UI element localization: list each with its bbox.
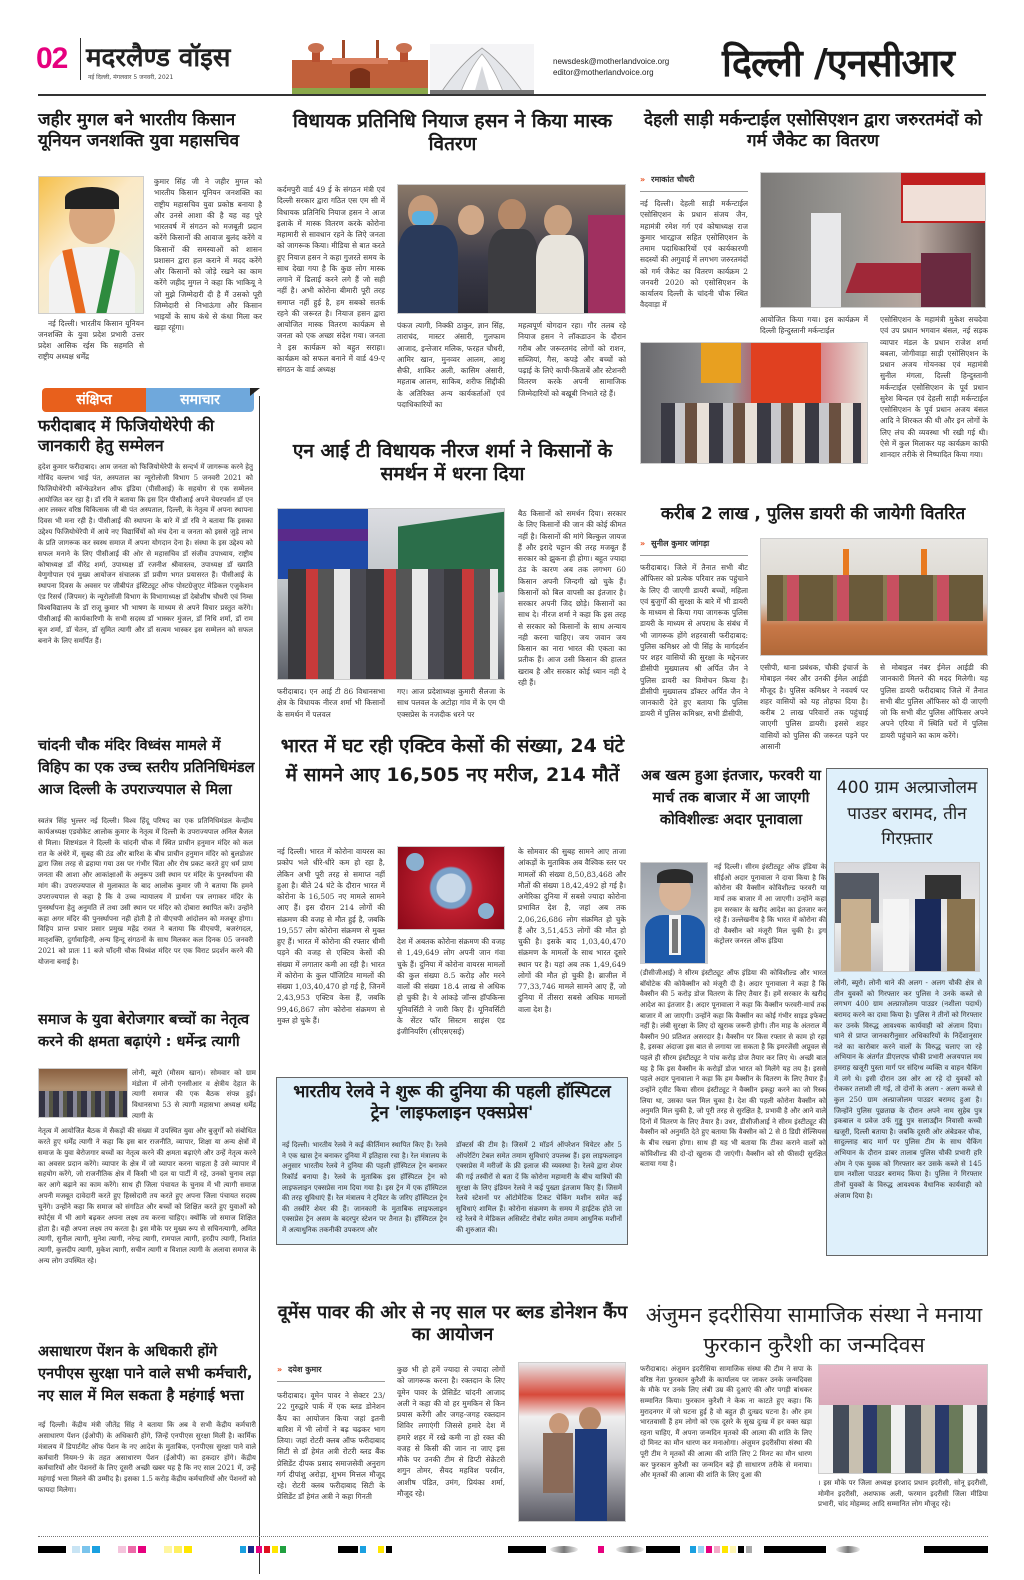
headline-blood: वूमेंस पावर की ओर से नए साल पर ब्लड डोनेशन कैंप का आयोजन	[277, 1302, 628, 1345]
byline-arrow-icon: »	[640, 175, 646, 184]
masthead	[0, 0, 1024, 100]
body-physio: हृदेश कुमार फरीदाबाद। आम जनता को फिजियोथेरेपी के सन्दर्भ में जागरूक करने हेतु गोविंद वल्लभ भाई पंत, अस्पताल का न्यूरोलोजी विभाग 5 जनवरी 2021 को फिजियोथेरेपी कॉन्फेडरेशन ऑफ इंडिया (पीसीआई) के सहयोग से एक सम्मेलन आयोजित कर रहा है। डॉ रवि ने बताया कि इस दिन पीसीआई अपने चेयरपर्सन डॉ एन आर लस्कर वरिष्ठ चिकित्सक जी बी पंत अस्पताल, दिल्ली, के नेतृत्व में अपना स्थापना दिवस भी मना रही है। पीसीआई की स्थापना के बारे में डॉ रवि ने बताया कि इसका उद्देश्य फिजियोथेरेपी में आये नए विद्यार्थियों को मंच देना व जनता को इससे जुड़े लाभ के प्रति जागरूक कर स्वस्थ समाज में अपना योगदान देना है। संस्था के इस उद्देश्य को सफल मनाने के लिए पीसीआई की ओर से महासचिव डॉ संजीव उपाध्याय, राष्ट्रीय कोषाध्यक्ष डॉ वीरेंद्र शर्मा, उपाध्यक्ष डॉ रजनीश श्रीवास्तव, उपाध्यक्ष डॉ ख्याति वेणुगोपाल एवं मुख्य आयोजन संचालक डॉ प्रवीण भगत प्रयासरत हैं। पीसीआई के स्थापना दिवस के अवसर पर जीबीपंत इंस्टिट्यूट ऑफ पोस्टग्रेजुएट मेडिकल एजुकेशन एंड रिसर्च (जिपमर) के न्यूरोलॉजी विभाग के विभागाध्यक्ष डॉ देबोशीष चौधरी एवं निम्स विश्वविद्यालय के डॉ राजू कुमार भी भाषण के माध्यम से अपने विचार प्रस्तुत करेंगे। पीसीआई की कार्यकारिणी के सभी सदस्य डॉ भास्कर मुंजल, डॉ निधि शर्मा, डॉ राम बृज शर्मा, डॉ चेतन, डॉ सुमित त्यागी और डॉ सत्यम भास्कर इस सम्मेलन को सफल बनाने के लिए समर्पित हैं।	[38, 463, 253, 645]
photo-saree-queue	[640, 342, 868, 464]
email-editor[interactable]: editor@motherlandvoice.org	[553, 68, 654, 77]
headline-niyaz: विधायक प्रतिनिधि नियाज हसन ने किया मास्क वितरण	[292, 110, 613, 156]
headline-pension: असाधारण पेंशन के अधिकारी होंगे एनपीएस सुरक्षा पाने वाले सभी कर्मचारी, नए साल में मिल सकता है महंगाई भत्ता	[38, 1344, 253, 1404]
body-blood-col2: कुछ भी हो हमें ज्यादा से ज्यादा लोगों को जागरूक करना है। रक्तदान के लिए वूमेन पावर के प्रेसिडेंट चांदनी आजाद अली ने कहा की वो हर मुमकिन से किन प्रयास करेंगी और जगह-जगह रक्तदान शिविर लगाएंगी जिससे हमारे देश में हमारे शहर में रखे कमी ना हो रक्त की वजह से किसी की जान ना जाए इस मौके पर उनकी टीम से डिप्टी सेक्रेटरी शगुन तोमर, सैयद महविश परवीन, आशीष पंडित, उमंग, प्रियंका शर्मा, मौजूद रहे।	[397, 1365, 505, 1498]
body-covishield-side: नई दिल्ली। सीरम इंस्टीट्यूट ऑफ इंडिया के सीईओ अदार पूनावाला ने दावा किया है कि कोरोना की वैक्सीन कोविशील्ड फरवरी या मार्च तक बाजार में आ जाएगी। उन्होंने कहा हम सरकार के खरीद आदेश का इंतजार कर रहे हैं। उल्लेखनीय है कि भारत में कोरोना की दो वैक्सीन को मंजूरी मिल चुकी है। ड्रग कंट्रोलर जनरल ऑफ इंडिया	[714, 863, 826, 946]
headline-saree: देहली साड़ी मर्कन्टाईल एसोसिएशन द्वारा जरुरतमंदों को गर्म जैकेट का वितरण	[644, 110, 982, 151]
photo-alprazolam-arrest	[834, 862, 980, 972]
body-saree-col1: नई दिल्ली। देहली साड़ी मर्कन्टाईल एसोसिएशन के प्रधान संजय जैन, महामंत्री रमेश गर्ग एवं कोषाध्यक्ष राज कुमार भारद्वाज सहित एसोसिएशन के तमाम पदाधिकारियों एवं कार्यकारणी सदस्यों की अगुवाई में लगभग जरुरतमंदों को गर्म जैकेट का वितरण कार्यक्रम 2 जनवरी 2020 को एसोसिएशन के कार्यालय दिल्ली के चांदनी चौक स्थित वैदवाड़ा में	[640, 199, 748, 310]
lotus-temple-image	[430, 44, 534, 95]
brief-banner-arrow-icon	[250, 388, 260, 396]
masthead-divider	[80, 38, 81, 80]
body-covid-col3: के सोमवार की सुबह सामने आए ताजा आंकड़ों के मुताबिक अब वैश्विक स्तर पर मामलों की संख्या 8,50,83,468 और मौतों की संख्या 18,42,492 हो गई है। अमेरिका दुनिया में सबसे ज्यादा कोरोना प्रभावित देश है, जहां अब तक 2,06,26,686 लोग संक्रमित हो चुके हैं और 3,51,453 लोगों की मौत हो चुकी है। इसके बाद 1,03,40,470 संक्रमण के मामलों के साथ भारत दूसरे स्थान पर है। यहां अब तक 1,49,649 लोगों की मौत हो चुकी है। ब्राजील में 77,33,746 मामले सामने आए हैं, जो दुनिया में तीसरा सबसे अधिक मामलों वाला देश है।	[518, 847, 626, 1014]
photo-blood-donation	[518, 1362, 626, 1522]
brief-column-rule	[259, 396, 260, 1574]
brief-news-banner	[42, 388, 254, 412]
page-number: 02	[36, 42, 68, 75]
body-niyaz-col2: पंकज त्यागी, निक्की ठाकुर, ज्ञान सिंह, ताराचंद, मास्टर अंसारी, गुलफाम आजाद, इन्तेजार मलिक, फरहत चौधरी, आमिर खान, मुनव्वर आलम, आशू सैफी, शाकिर अली, कासिम अंसारी, महताब आलम, साकिब, शरीफ सिद्दीकी के अतिरिक्त अन्य कार्यकर्ताओं एवं पदाधिकारियों का	[397, 321, 505, 409]
body-railway-col1: नई दिल्ली। भारतीय रेलवे ने कई कीर्तिमान स्थापित किए हैं। रेलवे ने एक खास ट्रेन बनाकर दुनिया में इतिहास रचा है। रेल मंत्रालय के अनुसार भारतीय रेलवे ने दुनिया की पहली हॉस्पिटल ट्रेन बनाकर रिकॉर्ड बनाया है। रेलवे के मुताबिक इस हॉस्पिटल ट्रेन को लाइफलाइन एक्सप्रेस नाम दिया गया है। इस ट्रेन में एक हॉस्पिटल की तरह सुविधाएं हैं। रेल मंत्रालय ने ट्विटर के जरिए हॉस्पिटल ट्रेन की तस्वीरें शेयर की हैं। जानकारी के मुताबिक लाइफलाइन एक्सप्रेस ट्रेन असम के बदरपुर स्टेशन पर तैनात है। हॉस्पिटल ट्रेन में अत्याधुनिक तकनीकी उपकरण और	[282, 1141, 447, 1234]
byline-diary: » सुनील कुमार जांगड़ा	[640, 538, 748, 556]
photo-tyagi-meeting	[38, 1068, 128, 1118]
body-blood-col1: फरीदाबाद। वूमेन पावर ने सेक्टर 23/ 22 गुरुद्वारे पार्क में एक ब्लड डोनेशन कैंप का आयोजन किया जहां इतनी बारिश में भी लोगों ने बढ़ चढ़कर भाग लिया। जहां रोटरी क्लब ऑफ फरीदाबाद सिटी से डॉ हेमंत अत्री रोटरी ब्लड बैंक प्रेसिडेंट दीपक प्रसाद समाजसेवी अनुराग गर्ग दीपांशु अरोड़ा, शुभम मित्तल मौजूद रहे। रोटरी क्लब फरीदाबाद सिटी के प्रेसिडेंट डॉ हेमंत अत्री ने कहा गिनती	[277, 1391, 385, 1502]
photo-saree-jacket-distribution	[760, 172, 986, 308]
caption-anjuman: । इस मौके पर जिला अध्यक्ष इरशाद प्रधान इदरीसी, सोनू इदरीसी, मोमीन इदरीसी, अशफाक अली, फरमान इदरीसी जिला मीडिया प्रभारी, चांद मोहम्मद आदि सम्मानित लोग मौजूद रहे।	[818, 1479, 988, 1508]
body-tyagi: नेतृत्व में आयोजित बैठक में सैकड़ों की संख्या में उपस्थित युवा और बुजुर्गों को संबोधित करते हुए धर्मेंद्र त्यागी ने कहा कि इस बार राजनीति, व्यापार, शिक्षा या अन्य क्षेत्रों में समाज के युवा बेरोजगार बच्चों का नेतृत्व करने की क्षमता बढ़ाएंगे और उन्हें नेतृत्व करने का अवसर प्रदान करेंगे। व्यापार के क्षेत्र में जो व्यापार करना चाहता है उसे व्यापार में सहयोग करेंगे, जो राजनीतिक क्षेत्र में किसी भी दल या पार्टी में रहे, उनको चुनाव लड़ा कर आगे बढ़ाने का काम करेंगे। साथ ही जिला पंचायत के चुनाव में भी त्यागी समाज अपनी मजबूत दावेदारी करते हुए हिस्सेदारी तय करते हुए अपना जिला पंचायत सदस्य चुनेंगे। उन्होंने कहा कि समाज को संगठित और बच्चों को शिक्षित करते हुए युवाओं को स्पोर्ट्स में भी आगे बढ़कर अपना लक्ष्य तय करना चाहिए। क्योंकि जो समाज शिक्षित होता है। वही अपना लक्ष्य तय करता है। इस मौके पर मुख्य रूप से सचिनत्यागी, अमित त्यागी, सुनील त्यागी, मुनेश त्यागी, नरेन्द्र त्यागी, रामपाल त्यागी, हरदीप त्यागी, निशांत त्यागी, कुलदीप त्यागी, मुकेश त्यागी, सचीन त्यागी व विशाल त्यागी के अलावा समाज के अन्य लोग उपस्थित रहे।	[38, 1127, 256, 1266]
body-pension: नई दिल्ली। केंद्रीय मंत्री जीतेंद्र सिंह ने बताया कि अब वे सभी केंद्रीय कर्मचारी असाधारण पेंशन (ईओपी) के अधिकारी होंगे, जिन्हें एनपीएस सुरक्षा मिली है। कार्मिक मंत्रालय में डिपार्टमेंट ऑफ पेंशन के नए आदेश के मुताबिक, एनपीएस सुरक्षा पाने वाले कर्मचारी नियम-9 के तहत असाधारण पेंशन (ईओपी) का हकदार होंगे। केंद्रीय कर्मचारियों और पेंशनरों के लिए दूसरी अच्छी खबर यह है कि नए साल 2021 में, उन्हें महंगाई भत्ता मिलने की उम्मीद है। इसका 1.5 करोड़ केंद्रीय कर्मचारियों और पेंशनरों को फायदा मिलेगा।	[38, 1421, 256, 1495]
body-alprazolam: लोनी, ब्यूरो। लोनी थाने की अलग - अलग चौकी क्षेत्र से तीन युवकों को गिरफ्तार कर पुलिस ने उनके कब्जे से लगभग 400 ग्राम अल्प्राजोलम पाउडर (नशीला पदार्थ) बरामद करने का दावा किया है। पुलिस ने तीनों को गिरफ्तार कर उनके विरुद्ध आवश्यक कार्यवाही को अंजाम दिया। थाने से प्राप्त जानकारीनुसार अधिकारियों के निर्देशानुसार नशे का कारोबार करने वालों के विरुद्ध चलाए जा रहे अभियान के अंतर्गत डीएलएफ चौकी प्रभारी अजयपाल मय हमराह खजूरी पुस्ता मार्ग पर संदिग्ध व्यक्ति व वाहन चैकिंग में लगे थे। इसी दौरान उस ओर आ रहे दो युवकों को रोककर तलाशी ली गई, तो दोनों के अलग - अलग कब्जे से कुल 250 ग्राम अल्प्राजोलम पाउडर बरामद हुआ है। जिन्होंने पुलिस पूछताछ के दौरान अपने नाम सुहेब पुत्र इकबाल व प्रवेज उर्फ गुड्डू पुत्र सलाउद्दीन निवासी कच्ची खजूरी, दिल्ली बताया है। जबकि दूसरी ओर अंबेडकर चौक, सादुल्लाह बाद मार्ग पर पुलिस टीम के साथ चैकिंग अभियान के दौरान डाबर तालाब पुलिस चौकी प्रभारी हरि ओम ने एक युवक को गिरफ्तार कर उसके कब्जे से 145 ग्राम नशीला पाउडर बरामद किया है। पुलिस ने गिरफ्तार तीनों युवकों के विरुद्ध आवश्यक वैधानिक कार्यवाही को अंजाम दिया है।	[834, 979, 982, 1200]
photo-niyaz-mask-distribution	[397, 184, 626, 314]
body-saree-col3: एसोसिएशन के महामंत्री मुकेश सचदेवा एवं उप प्रधान भगवान बंसल, नई सड़क व्यापार मंडल के प्रधान राजेश शर्मा बबला, जोगीवाड़ा साड़ी एसोसिएशन के प्रधान अजय गोयनका एवं महामंत्री सुनील मंगला, दिल्ली हिन्दुस्तानी मर्कन्टाईल एसोसिएशन के पूर्व प्रधान सुरेश बिन्दल एवं देहली साड़ी मर्कन्टाईल एसोसिएशन के पूर्व प्रधान अजय बंसल आदि ने शिरकत की थी और इन लोगों के लिए लंच की व्यवस्था भी रखी गई थी। ऐसे में कुल मिलाकर यह कार्यक्रम काफी शानदार तरीके से निष्पादित किया गया।	[880, 315, 988, 459]
body-neeraj-col2: गए। आज प्रदेशाध्यक्ष कुमारी सैलजा के साथ पलवल के अटोहा गांव में के एम पी एक्सप्रेस के नजदीक धरने पर	[397, 687, 505, 719]
byline-blood: » दयेश कुमार	[277, 1364, 385, 1382]
body-niyaz-col3: महत्वपूर्ण योगदान रहा। गौर तलब रहे नियाज हसन ने लॉकडाउन के दौरान गरीब और जरूरतमंद लोगों को राशन, सब्जियां, गैस, कपड़े और बच्चों को पढ़ाई के लिऐ कापी-किताबें और स्टेशनरी वितरण करके अपनी सामाजिक जिम्मेदारियों को बखूबी निभाते रहे हैं।	[518, 321, 626, 398]
masthead-rule	[38, 94, 986, 96]
headline-alprazolam: 400 ग्राम अल्प्राजोलम पाउडर बरामद, तीन गिरफ़्तार	[836, 778, 978, 849]
byline-arrow-icon: »	[640, 539, 646, 548]
body-covid-col1: नई दिल्ली। भारत में कोरोना वायरस का प्रकोप भले धीरे-धीरे कम हो रहा है, लेकिन अभी पूरी तरह से समाप्त नहीं हुआ है। बीते 24 घंटे के दौरान भारत में कोरोना के 16,505 नए मामले सामने आए हैं। इस दौरान 214 लोगों की संक्रमण की वजह से मौत हुई है, जबकि 19,557 लोग कोरोना संक्रमण से मुक्त हुए हैं। भारत में कोरोना की रफ्तार धीमी पड़ने की वजह से एक्टिव केसों की संख्या में लगातार कमी आ रही है। भारत में कोरोना के कुल पॉजिटिव मामलों की संख्या 1,03,40,470 हो गई है, जिनमें 2,43,953 एक्टिव केस हैं, जबकि 99,46,867 लोग कोरोना संक्रमण से मुक्त हो चुके हैं।	[277, 847, 385, 1025]
headline-vhp: चांदनी चौक मंदिर विध्वंस मामले में विहिप का एक उच्च स्तरीय प्रतिनिधिमंडल आज दिल्ली के उपराज्यपाल से मिला	[38, 738, 255, 798]
section-title: दिल्ली /एनसीआर	[722, 41, 954, 85]
paper-name: मदरलैण्ड वॉइस	[86, 43, 231, 73]
headline-covishield: अब खत्म हुआ इंतजार, फरवरी या मार्च तक बाजार में आ जाएगी कोविशील्डः अदार पूनावाला	[640, 768, 822, 828]
photo-neeraj-dharna	[277, 508, 505, 680]
email-newsdesk[interactable]: newsdesk@motherlandvoice.org	[553, 57, 670, 66]
headline-railway: भारतीय रेलवे ने शुरू की दुनिया की पहली हॉस्पिटल ट्रेन 'लाइफलाइन एक्सप्रेस'	[293, 1082, 611, 1123]
body-diary-col3: से मोबाइल नंबर ईमेल आईडी की जानकारी मिलने की मदद मिलेगी। यह पुलिस डायरी फरीदाबाद जिले में तैनात सभी बीट पुलिस ऑफिसर को दी जाएगी जो कि सभी बीट पुलिस ऑफिसर अपने अपने एरिया में स्थिति घरों में पुलिस डायरी पहुंचाने का काम करेंगे।	[880, 663, 988, 740]
photo-zaheer-mugal	[38, 176, 144, 314]
headline-zaheer: जहीर मुगल बने भारतीय किसान यूनियन जनशक्ति युवा महासचिव	[38, 110, 240, 151]
dateline: नई दिल्ली, मंगलवार 5 जनवरी, 2021	[88, 74, 174, 81]
body-diary-col2: एसीपी, थाना प्रबंधक, चौकी इंचार्ज के मोबाइल नंबर और उनकी ईमेल आईडी मौजूद है। पुलिस कमिश्नर ने नववर्ष पर शहर वासियों को यह तोहफा दिया है। करीब 2 लाख परिवारों तक पहुंचाई जाएगी पुलिस डायरी। इससे शहर वासियों को पुलिस की जरूरत पड़ने पर आसानी	[760, 663, 868, 751]
body-niyaz-col1: कर्दमपुरी वार्ड 49 ई के संगठन मंत्री एवं दिल्ली सरकार द्वारा गठित एस एम सी में विधायक प्रतिनिधि नियाज हसन ने आज इलाके में मास्क वितरण करके कोरोना महामारी से सावधान रहने के लिऐ जनता को जागरूक किया। मीडिया से बात करते हुए नियाज हसन ने कहा गुजरते समय के साथ देखा गया है कि कुछ लोग मास्क लगाने में ढिलाई करने लगे हैं जो सही नहीं है। अभी कोरोना बीमारी पूरी तरह समाप्त नहीं हुई है, हम सबको सतर्क रहने की जरूरत है। नियाज हसन द्वारा आयोजित मास्क वितरण कार्यक्रम से जनता को एक अच्छा संदेश गया। जनता ने इस कार्यक्रम को बहुत सराहा। कार्यक्रम को सफल बनाने में वार्ड 49-ए संगठन के वार्ड अध्यक्ष	[277, 185, 385, 374]
photo-anjuman-birthday	[818, 1364, 988, 1474]
photo-adar-poonawalla	[640, 862, 708, 964]
body-zaheer: कुमार सिंह जी ने जहीर मुगल को भारतीय किसान यूनियन जनशक्ति का राष्ट्रीय महासचिव युवा प्रकोष्ठ बनाया है और उनसे आशा की है यह वह पूरे भारतवर्ष में संगठन को मजबूती प्रदान करेंगे किसानों की आवाज बुलंद करेंगे व किसानों की समस्याओं को शासन प्रशासन द्वारा हल कराने में मदद करेंगे और किसानों को जोड़े रखने का काम करेंगे जहीद मुगल ने कहा कि भाकियू ने जो मुझे जिम्मेदारी दी है मैं उसको पूरी जिम्मेदारी से निभाऊंगा और किसान भाइयों के साथ कंधे से कंधा मिला कर खड़ा रहूंगा।	[154, 177, 262, 333]
body-diary-col1: फरीदाबाद। जिले में तैनात सभी बीट ऑफिसर को प्रत्येक परिवार तक पहुंचाने के लिए दी जाएगी डायरी बच्चों, महिला एवं बुजुर्गों की सुरक्षा के बारे में भी डायरी के माध्यम से किया गया जागरूक पुलिस डायरी के माध्यम से अपराध के संबंध में भी जागरूक होंगे शहरवासी फरीदाबाद: पुलिस कमिश्नर ओ पी सिंह के मार्गदर्शन पर शहर वासियों की सुरक्षा के मद्देनजर डीसीपी मुख्यालय श्री अर्पित जैन ने पुलिस डायरी का विमोचन किया है। डीसीपी मुख्यालय डॉक्टर अर्पित जैन ने जानकारी देते हुए बताया कि पुलिस डायरी में पुलिस कमिश्नर, सभी डीसीपी,	[640, 563, 748, 719]
body-saree-col2: आयोजित किया गया। इस कार्यक्रम में दिल्ली हिन्दुस्तानी मर्कन्टाईल	[760, 315, 868, 336]
headline-diary: करीब 2 लाख , पुलिस डायरी की जायेगी वितरित	[660, 504, 966, 524]
headline-covid: भारत में घट रही एक्टिव केसों की संख्या, 24 घंटे में सामने आए 16,505 नए मरीज, 214 मौतें	[280, 735, 625, 787]
headline-neeraj: एन आई टी विधायक नीरज शर्मा ने किसानों के समर्थन में धरना दिया	[292, 440, 613, 486]
body-vhp: स्वतंत्र सिंह भुल्लर नई दिल्ली। विश्व हिंदू परिषद का एक प्रतिनिधिमंडल केन्द्रीय कार्यअध्यक्ष एडवोकेट आलोक कुमार के नेतृत्व में दिल्ली के उपराज्यपाल अनिल बैजल से मिला। शिष्टमंडल ने दिल्ली के चांदनी चौक में स्थित प्राचीन हनुमान मंदिर को कल रात के अंधेरे में, सुबह की ठंड और बारिश के बीच प्राचीन हनुमान मंदिर को बुलडोजर द्वारा जिस तरह से ढहाया गया उस पर गंभीर चिंता और रोष प्रकट करते हुए धर्म प्राण जनता की आशा और आकांक्षाओं के अनुरूप उसी स्थान पर मंदिर के पुनर्स्थापना की मांग की। उपराज्यपाल से मुलाकात के बाद आलोक कुमार जी ने बताया कि हमने उपराज्यपाल से कहा है कि वे उच्च न्यायालय में प्रार्थना पत्र लगाकर मंदिर के पुनर्स्थापना हेतु अनुमति लें तथा उसी स्थान पर मंदिर को दोबारा स्थापित करें। उन्होंने कहा अगर मंदिर की पुनर्स्थापना नही होती है तो वीएचपी आंदोलन को मजबूर होगा। विहिप प्रान्त प्रचार प्रसार प्रमुख महेंद्र रावत ने बताया कि वीएचपी, बजरंगदल, मातृशक्ति, दुर्गावाहिनी, अन्य हिन्दू संगठनों के साथ मिलकर कल दिनक 05 जनवरी 2021 को प्रातः 11 बजे चाँदनी चौक विध्वंश मंदिर पर एक विराट प्रदर्शन करने की योजना बनाई है।	[38, 817, 253, 966]
headline-tyagi: समाज के युवा बेरोजगार बच्चों का नेतृत्व करने की क्षमता बढ़ाएंगे : धर्मेन्द्र त्यागी	[38, 1012, 250, 1050]
body-railway-col2: डॉक्टर्स की टीम है। जिसमें 2 मॉडर्न ऑपरेशन थियेटर और 5 ऑपरेटिंग टेबल समेत तमाम सुविधाएं उपलब्ध हैं। इस लाइफलाइन एक्सप्रेस में मरीजों के फ्री इलाज की व्यवस्था है। रेलवे द्वारा शेयर की गई तस्वीरों से बता दें कि कोरोना महामारी के बीच यात्रियों की सुरक्षा के लिए इंडियन रेलवे ने कई पुख्ता इंतजाम किए हैं। जिसमें रेलवे स्टेशनों पर ऑटोमेटिक टिकट चेकिंग मशीन समेत कई सुविधाएं शामिल हैं। कोरोना संक्रमण के समय में हाईटेक होते जा रहे रेलवे ने मेडिकल असिस्टेंट रोबोट समेत तमाम आधुनिक मशीनों की शुरुआत की।	[456, 1141, 622, 1234]
body-anjuman: फरीदाबाद। अंजुमन इदरीसिया सामाजिक संस्था की टीम ने सपा के वरिष्ठ नेता फुरकान कुरैशी के कार्यालय पर जाकर उनके जन्मदिवस के मौके पर उनके लिए लंबी उम्र की दुआएं की और पगड़ी बांधकर सम्मानित किया। फुरकान कुरैशी ने केक ना काटते हुए कहा। कि मुरादनगर में जो घटना हुई है वो बहुत ही दुःखद घटना है। और हम भारतवासी हैं हम लोगो को एक दूसरे के सुख दुःख में हर वक्त खड़ा रहना चाहिए, मैं अपना जन्मदिन मृतको की आत्मा की शांति के लिए दो मिनट का मौन धारण कर मनाओगा। अंजुमन इदरीसीया संस्था की पूरी टीम ने मृतकों की आत्मा की शांति लिए 2 मिनट का मौन धारण कर फुरकान कुरैशी का जन्मदिन बड़े ही साधारण तरीके से मनाया। और मृतकों की आत्मा की शांति के लिए दुआ की	[640, 1365, 812, 1480]
body-covid-col2: देश में अबतक कोरोना संक्रमण की वजह से 1,49,649 लोग अपनी जान गंवा चुके हैं। दुनिया में कोरोना वायरस मामलों की कुल संख्या 8.5 करोड़ और मरने वालों की संख्या 18.4 लाख से अधिक हो चुकी है। ये आंकड़े जॉन्स हॉपकिन्स यूनिवर्सिटी ने जारी किए हैं। यूनिवर्सिटी के सेंटर फॉर सिस्टम साइंस एंड इंजीनियरिंग (सीएसएसई)	[397, 937, 505, 1036]
body-neeraj-col1: फरीदाबाद। एन आई टी 86 विधानसभा क्षेत्र के विधायक नीरज शर्मा भी किसानों के समर्थन में पलवल	[277, 687, 385, 719]
brief-banner-left: संक्षिप्त	[42, 388, 146, 412]
caption-zaheer: नई दिल्ली। भारतीय किसान यूनियन जनशक्ति के युवा प्रदेश प्रभारी उत्तर प्रदेश आसिक रईस कि सहमति से राष्ट्रीय अध्यक्ष धर्मेंद्र	[38, 319, 144, 362]
body-covishield: (डीसीजीआई) ने सीरम इंस्टीट्यूट ऑफ इंडिया की कोविशील्ड और भारत बॉयोटेक की कोवैक्सीन को मंजूरी दी है। अदार पूनावाला ने कहा है कि वैक्सीन की 5 करोड़ डोज वितरण के लिए तैयार हैं। हमें सरकार के खरीद आदेश का इंतजार है। अदार पूनावाला ने कहा कि वैक्सीन फरवरी-मार्च तक बाजार में आ जाएगी। उन्होंने कहा कि वैक्सीन का कोई गंभीर साइड इफेक्ट नहीं है। लंबी सुरक्षा के लिए दो खुराक जरूरी होगी। तीन माह के अंतराल में वैक्सीन 90 प्रतिशत असरदार है। वैक्सीन पर किस रफ्तार से काम हो रहा है, इसका अंदाजा इस बात से लगाया जा सकता है कि इमरजेंसी अप्रूवल से पहले ही सीरम इंस्टीट्यूट ने पांच करोड़ डोज तैयार कर लिए थे। अच्छी बात यह है कि इस वैक्सीन के करोड़ों डोज भारत को मिलेंगे यह तय है। इससे पहले अदार पूनावाला ने कहा कि हम वैक्सीन के वितरण के लिए तैयार हैं। उन्होंने ट्वीट किया सीरम इंस्टीट्यूट ने वैक्सीन इकट्ठा करने का जो रिस्क लिया था, उसका फल मिल चुका है। देश की पहली कोरोना वैक्सीन को अनुमति मिल चुकी है, जो पूरी तरह से सुरक्षित है, प्रभावी है और आने वाले दिनों में वितरण के लिए तैयार है। उधर, डीसीजीआई ने सीरम इंस्टीट्यूट की वैक्सीन को अनुमति देते हुए बताया कि वैक्सीन को 2 से 8 डिग्री सेल्सियस के बीच रखना होगा। साथ ही यह भी बताया कि टीका कराने वालों को कोविशील्ड की दो-दो खुराक दी जाएंगी। वैक्सीन को सौ फीसदी सुरक्षित बताया गया है।	[640, 969, 826, 1169]
byline-saree: » रमाकांत चौधरी	[640, 174, 748, 192]
headline-physio: फरीदाबाद में फिजियोथेरेपी की जानकारी हेतु सम्मेलन	[38, 416, 215, 455]
brief-banner-right: समाचार	[146, 388, 254, 412]
byline-arrow-icon: »	[277, 1365, 283, 1374]
body-tyagi-side: लोनी, ब्यूरो (मौसम खान)। सोमवार को ग्राम मंडोला में लोनी एनसीआर व क्षेत्रीय देहात के त्यागी समाज की एक बैठक संपन्न हुई। विधानसभा 53 से त्यागी महासभा अध्यक्ष धर्मेंद्र त्यागी के	[132, 1069, 256, 1120]
footer-dotted-rule	[38, 1536, 988, 1537]
red-fort-image	[292, 40, 428, 95]
photo-coronavirus	[397, 846, 505, 930]
color-registration-bar	[38, 1546, 988, 1553]
photo-police-diary-launch	[760, 538, 988, 656]
body-neeraj-col3: बैठ किसानों को समर्थन दिया। सरकार के लिए किसानों की जान की कोई कीमत नहीं है। किसानों की मांगे बिल्कुल जायज हैं और इरादे चट्टान की तरह मजबूत हैं सरकार को झुकना ही होगा। बहुत ज्यादा ठंड के कारण अब तक लगभग 60 किसान अपनी जिन्दगी खो चुके हैं। किसानों को बिल वापसी का इंतजार है। सरकार अपनी जिद छोड़े। किसानों का साथ दे। नीरज शर्मा ने कहा कि इस तरह से सरकार को किसानों के साथ अन्याय नही करना चाहिए। जय जवान जय किसान का नारा भारत की एकता का प्रतीक हैं। आज उसी किसान की हालत खराब है और सरकार कोई ध्यान नही दे रही हैं।	[518, 509, 626, 687]
headline-anjuman: अंजुमन इदरीसिया सामाजिक संस्था ने मनाया फुरकान कुरैशी का जन्मदिवस	[645, 1303, 983, 1358]
